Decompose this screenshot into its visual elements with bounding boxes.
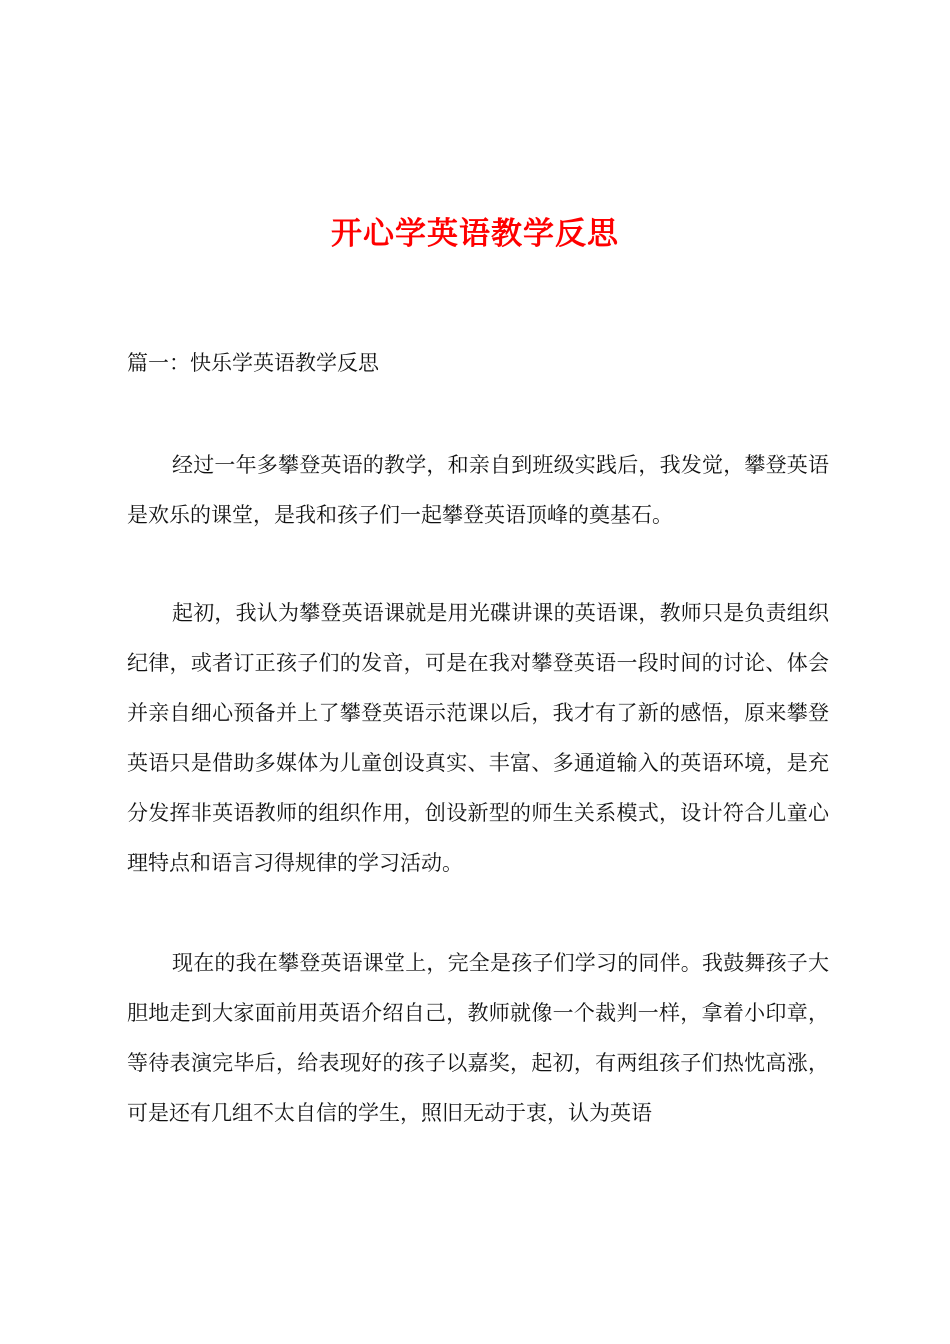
body-paragraph-3: 现在的我在攀登英语课堂上，完全是孩子们学习的同伴。我鼓舞孩子大胆地走到大家面前用英语介绍自己，教师就像一个裁判一样，拿着小印章，等待表演完毕后，给表现好的孩子以嘉奖，起初，有两组孩子们热忱高涨，可是还有几组不太自信的学生，照旧无动于衷，认为英语 (127, 951, 829, 1125)
document-title: 开心学英语教学反思 (331, 216, 619, 252)
body-paragraph-1: 经过一年多攀登英语的教学，和亲自到班级实践后，我发觉，攀登英语是欢乐的课堂，是我和孩子们一起攀登英语顶峰的奠基石。 (127, 453, 829, 527)
body-paragraph-2: 起初，我认为攀登英语课就是用光碟讲课的英语课，教师只是负责组织纪律，或者订正孩子们的发音，可是在我对攀登英语一段时间的讨论、体会并亲自细心预备并上了攀登英语示范课以后，我才有了新的感悟，原来攀登英语只是借助多媒体为儿童创设真实、丰富、多通道输入的英语环境，是充分发挥非英语教师的组织作用，创设新型的师生关系模式，设计符合儿童心理特点和语言习得规律的学习活动。 (127, 601, 829, 875)
section-heading: 篇一：快乐学英语教学反思 (127, 351, 379, 375)
